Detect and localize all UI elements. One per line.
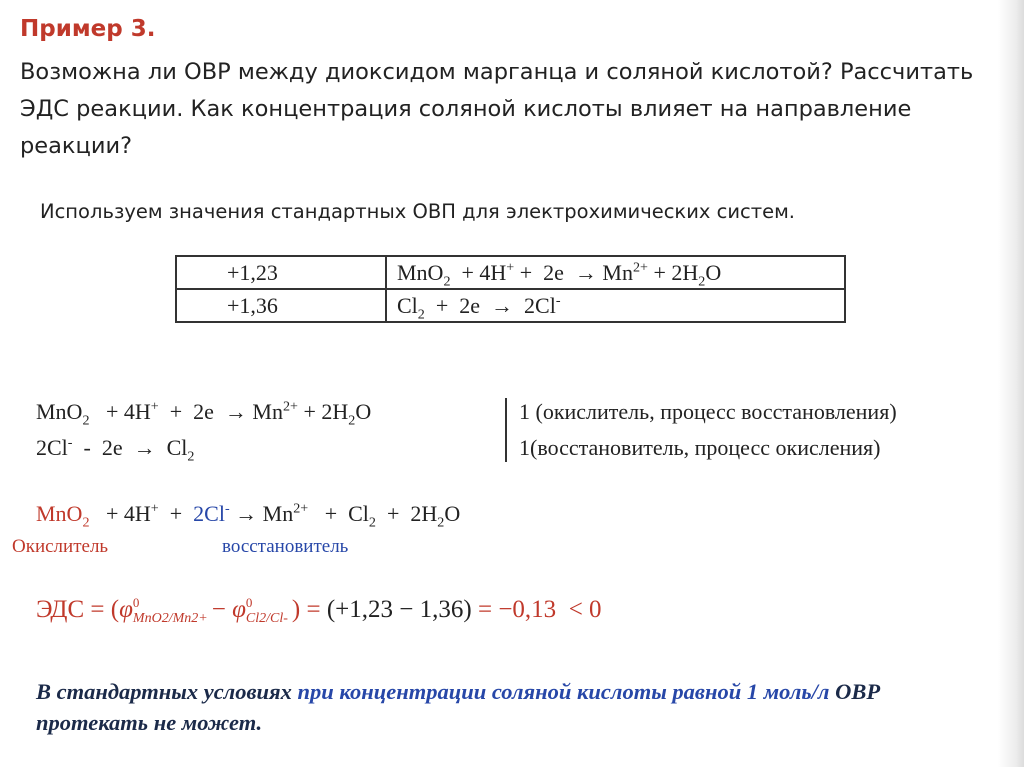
phi1-subscript: MnO2/Mn2+ [132,611,208,627]
intro-text: Используем значения стандартных ОВП для электрохимических систем. [40,200,796,223]
conclusion [36,676,936,738]
potential-value: +1,36 [176,289,386,322]
problem-question: Возможна ли ОВР между диоксидом марганца и соляной кислотой? Рассчитать ЭДС реакции. Как концентрация соляной кислоты влияет на направление реакции? [20,59,974,159]
reaction-cell: $Cl_2 + 2e \to 2Cl^-$ [386,289,845,322]
emf-result: −0,13 [498,596,557,623]
phi2-subscript: Cl2/Cl- [245,611,288,627]
potential-value: +1,23 [176,256,386,289]
conclusion-part-3: ОВР протекать не может. [36,679,881,735]
oxidant-label: Окислитель [12,536,109,557]
half-reaction-reduction: $MnO_2 + 4H^+ + 2e \to Mn^{2+} + 2H_2O$ [36,398,372,429]
emf-calculation: ЭДС = (φ 0 MnO2/Mn2+ − φ 0 Cl2/Cl- ) = (+1,23 − 1,36) = −0,13 < 0 [36,595,602,627]
reaction-cell: $MnO_2 + 4H^+ + 2e \to Mn^{2+} + 2H_2O$ [386,256,845,289]
table-row [176,289,845,322]
slide-edge-shadow [998,0,1024,767]
standard-potentials-table [175,255,846,323]
half-reaction-oxidation: $2Cl^- - 2e \to Cl_2$ [36,434,195,465]
emf-label: ЭДС [36,596,85,623]
conclusion-part-2: при концентрации соляной кислоты равной 1 моль/л [297,679,830,704]
standard-mark: 0 [245,595,253,611]
emf-values: (+1,23 − 1,36) [326,596,472,623]
table-row [176,256,845,289]
conclusion-part-1: В стандартных условиях [36,679,292,704]
coefficient-note-1: 1 (окислитель, процесс восстановления) [519,399,897,424]
example-title: Пример 3. [20,16,156,42]
emf-comparison: < 0 [568,596,602,623]
standard-mark: 0 [132,595,140,611]
overall-equation: $MnO_2 + 4H^+ + 2Cl^- \to Mn^{2+} + Cl_2 + 2H_2O$ [36,500,461,531]
coefficient-note-2: 1(восстановитель, процесс окисления) [519,435,881,460]
reductant-label: восстановитель [222,536,349,557]
balance-divider [505,398,507,462]
